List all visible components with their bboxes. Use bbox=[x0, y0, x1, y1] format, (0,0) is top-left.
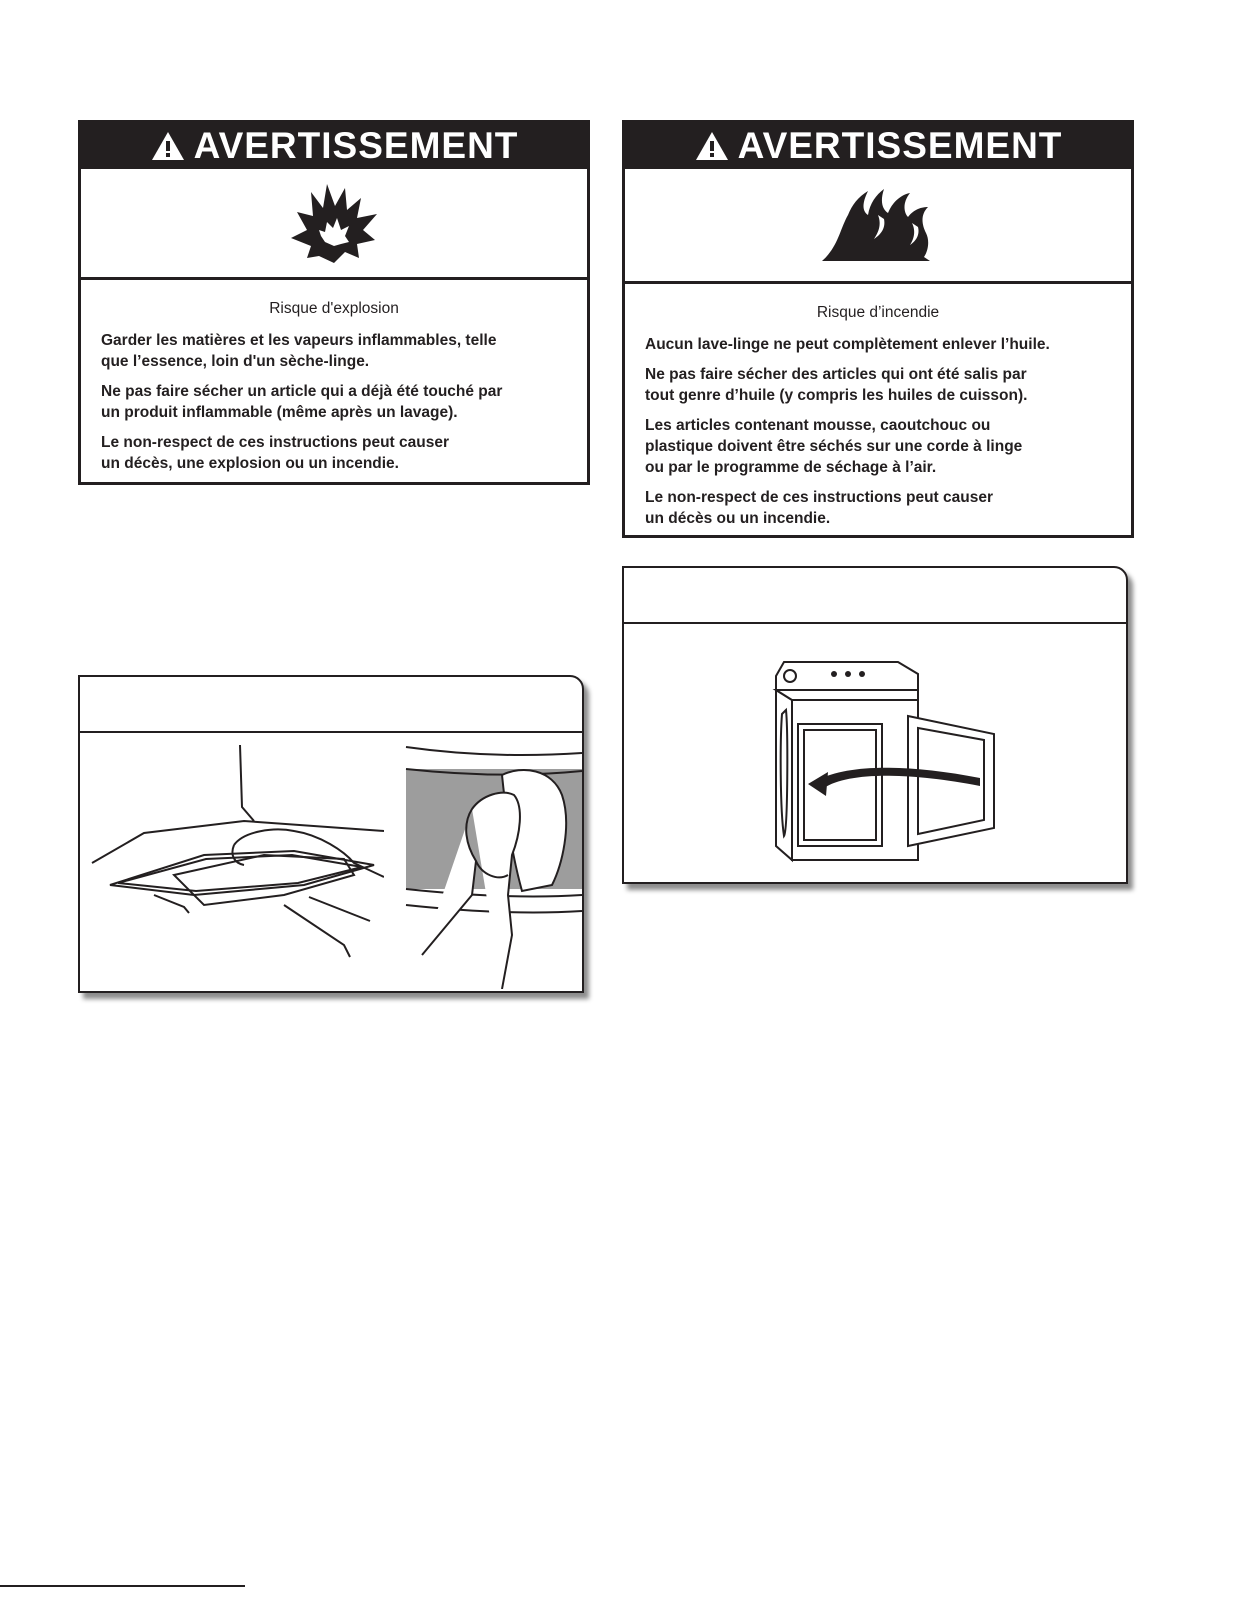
footer-rule bbox=[0, 1585, 245, 1587]
warning-paragraph: Le non-respect de ces instructions peut causer un décès ou un incendie. bbox=[645, 489, 993, 527]
dryer-open-door-icon bbox=[768, 660, 1004, 864]
icon-area bbox=[625, 169, 1131, 284]
fire-icon bbox=[818, 185, 938, 265]
warning-box-explosion bbox=[78, 120, 590, 485]
lint-screen-cleaning-icon bbox=[84, 735, 384, 989]
explosion-icon bbox=[289, 180, 379, 266]
warning-header bbox=[625, 123, 1131, 169]
icon-area bbox=[81, 169, 587, 280]
warning-paragraph: Ne pas faire sécher un article qui a déjà été touché par un produit inflammable (même après un lavage). bbox=[101, 383, 503, 421]
warning-triangle-icon bbox=[694, 130, 730, 162]
warning-paragraph: Garder les matières et les vapeurs inflammables, telle que l’essence, loin d'un sèche-linge. bbox=[101, 332, 497, 370]
warning-header-text: AVERTISSEMENT bbox=[193, 125, 519, 166]
warning-body bbox=[81, 280, 587, 493]
warning-paragraph: Le non-respect de ces instructions peut causer un décès, une explosion ou un incendie. bbox=[101, 434, 449, 472]
warning-triangle-icon bbox=[150, 130, 186, 162]
warning-header bbox=[81, 123, 587, 169]
warning-paragraph: Les articles contenant mousse, caoutchouc ou plastique doivent être séchés sur une corde à linge ou par le programme de séchage à l’air. bbox=[645, 417, 1023, 476]
panel-header bbox=[80, 677, 582, 733]
warning-paragraph: Aucun lave-linge ne peut complètement enlever l’huile. bbox=[645, 336, 1050, 353]
warning-title: Risque d'explosion bbox=[269, 300, 399, 317]
panel-header bbox=[624, 568, 1126, 624]
wiping-drum-icon bbox=[402, 735, 582, 989]
warning-body bbox=[625, 284, 1131, 548]
warning-paragraph: Ne pas faire sécher des articles qui ont été salis par tout genre d’huile (y compris les huiles de cuisson). bbox=[645, 366, 1028, 404]
illustration-panel-lint-screen bbox=[78, 675, 584, 993]
warning-header-text: AVERTISSEMENT bbox=[737, 125, 1063, 166]
illustration-panel-dryer bbox=[622, 566, 1128, 884]
warning-title: Risque d’incendie bbox=[816, 304, 940, 321]
warning-box-fire bbox=[622, 120, 1134, 538]
